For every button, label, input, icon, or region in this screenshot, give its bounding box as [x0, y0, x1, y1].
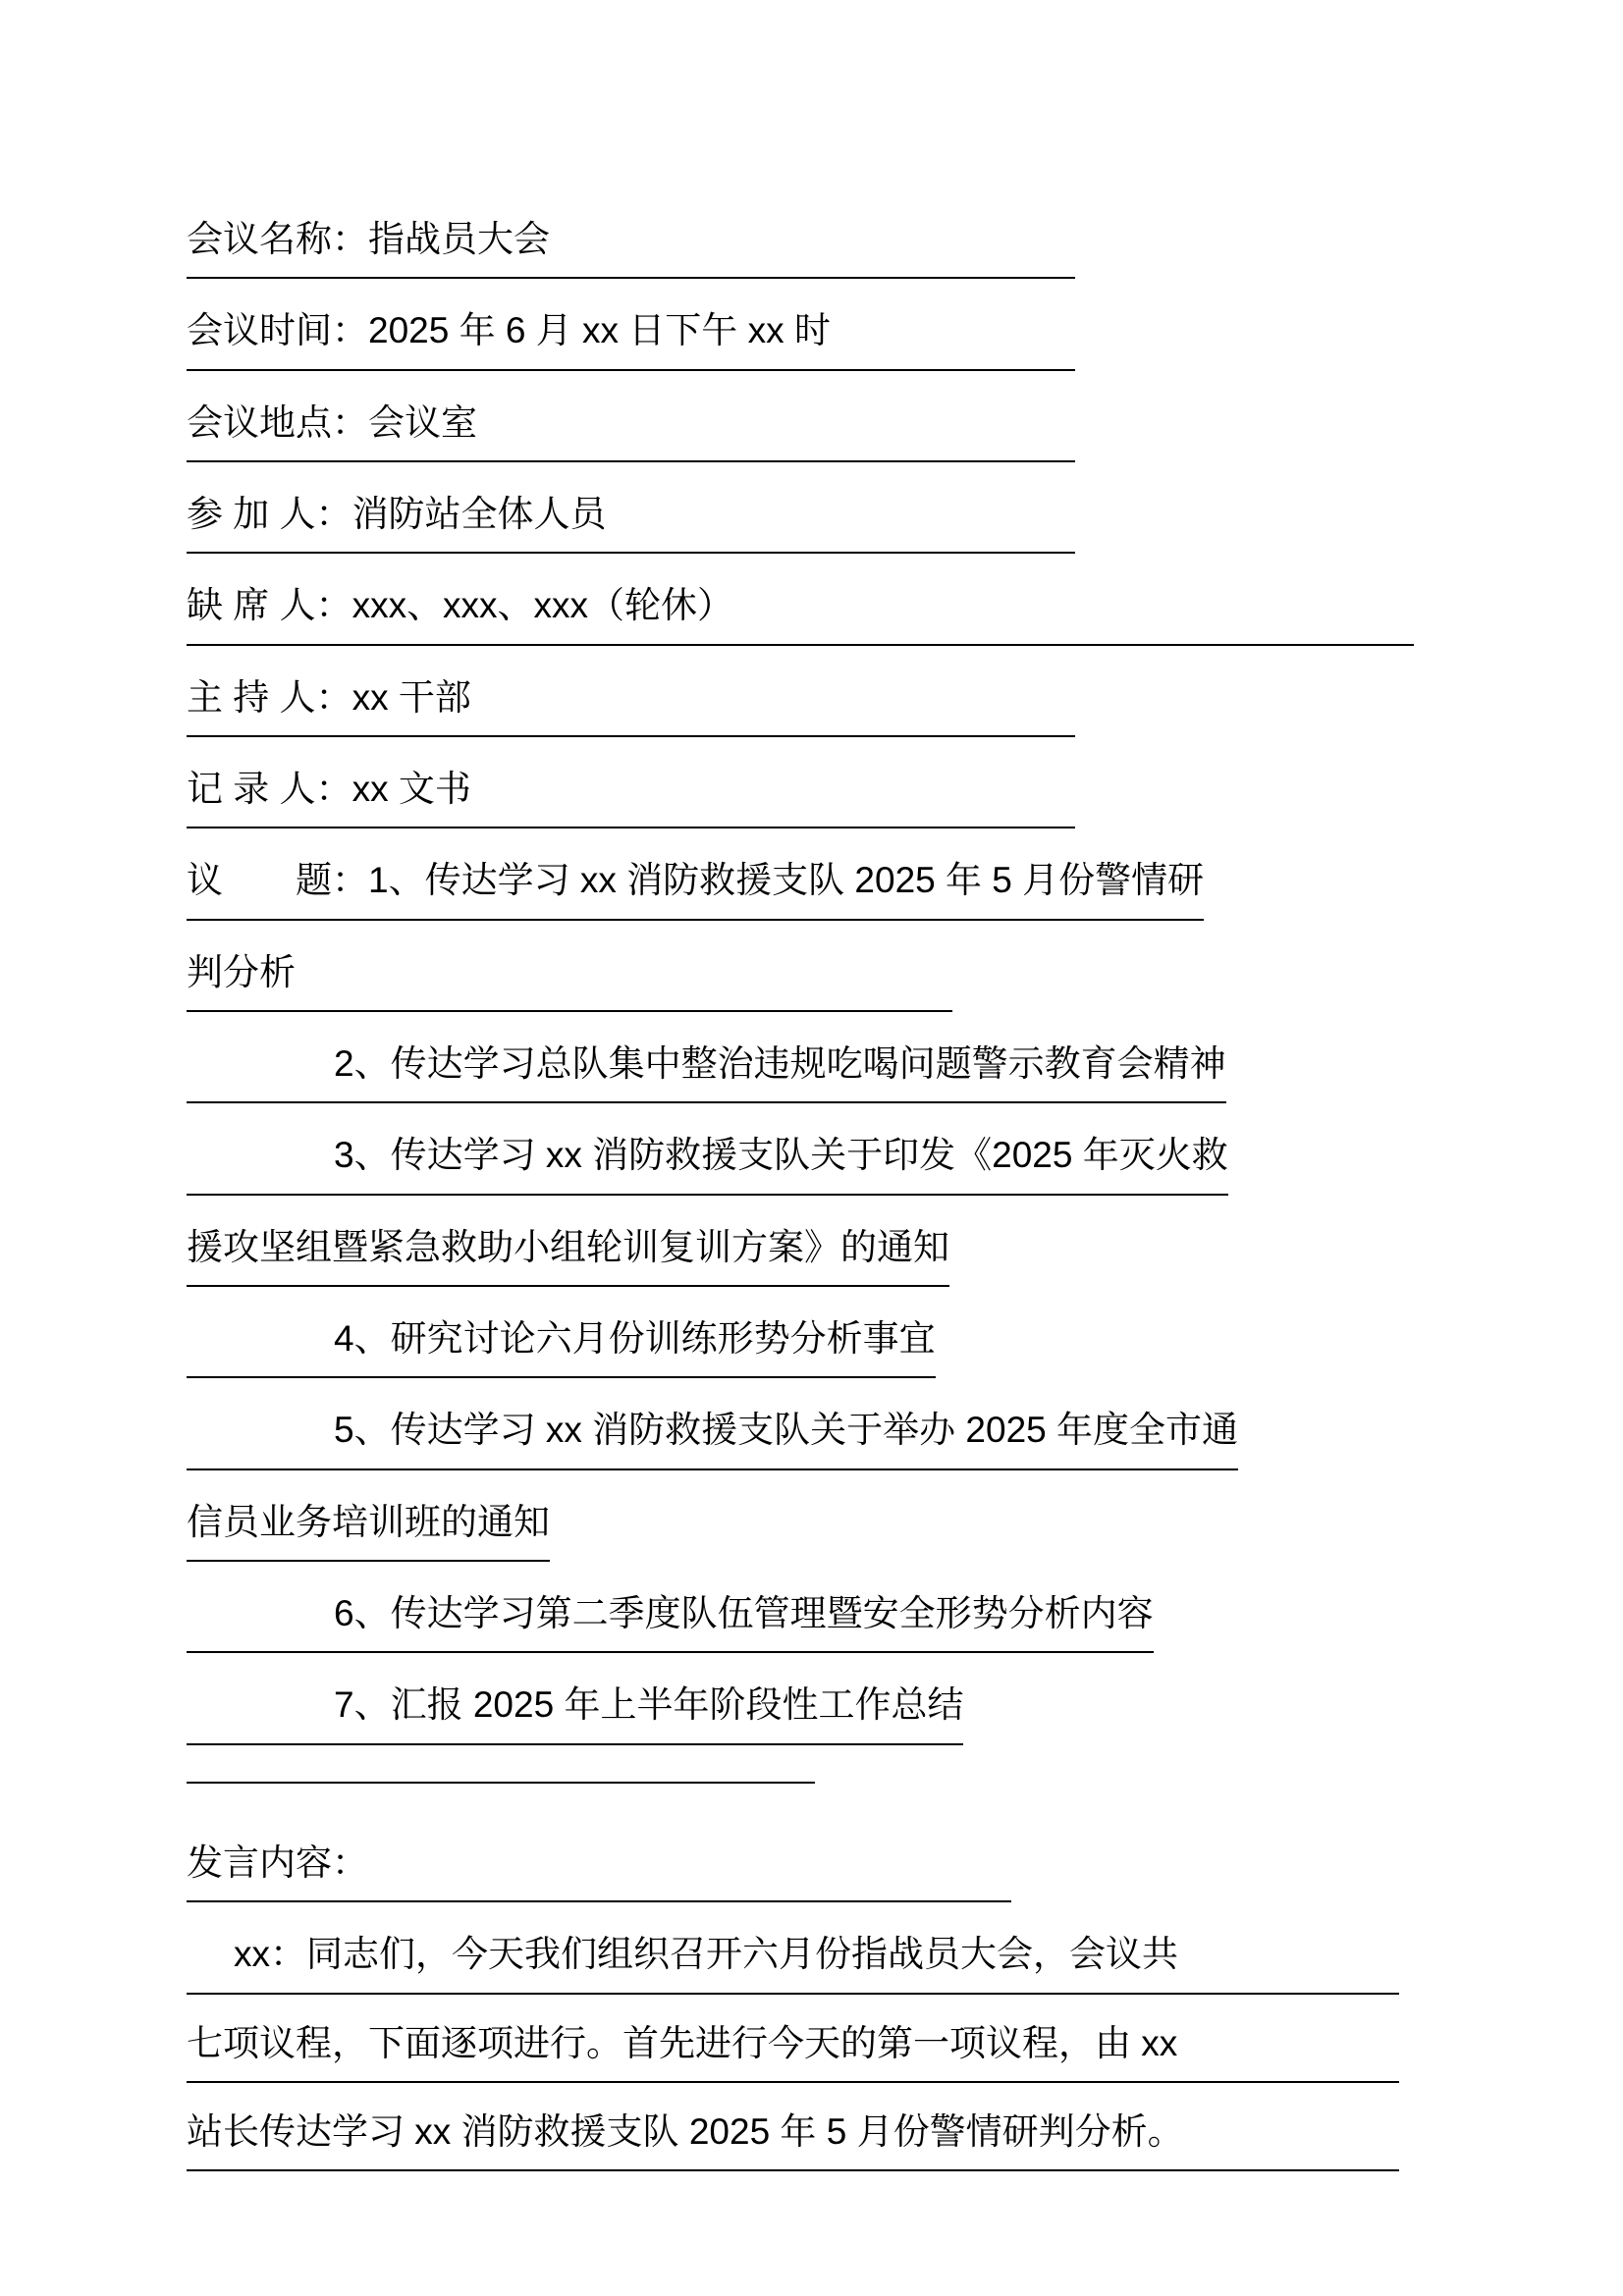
field-value-attendees: 消防站全体人员 — [352, 493, 607, 534]
speech-content-label-row — [187, 1830, 1476, 1902]
agenda-item-1-cont — [187, 939, 1476, 1012]
agenda-item-6 — [187, 1580, 1476, 1653]
agenda-item-5-text-cont: 信员业务培训班的通知 — [187, 1501, 550, 1542]
field-row-meeting-place — [187, 390, 1476, 462]
field-label-meeting-place: 会议地点： — [187, 401, 368, 443]
agenda-label: 议 题： — [187, 860, 368, 901]
blank-rule — [187, 1764, 1476, 1830]
agenda-item-7 — [187, 1672, 1476, 1744]
speech-paragraph-line-2 — [187, 2010, 1476, 2097]
field-label-recorder: 记 录 人： — [187, 768, 352, 809]
field-row-host — [187, 665, 1476, 737]
speech-text-3: 站长传达学习 xx 消防救援支队 2025 年 5 月份警情研判分析。 — [187, 2110, 1184, 2152]
speech-content-label: 发言内容： — [187, 1842, 368, 1883]
agenda-item-3-text-cont: 援攻坚组暨紧急救助小组轮训复训方案》的通知 — [187, 1226, 949, 1267]
field-label-host: 主 持 人： — [187, 676, 352, 718]
agenda-item-3-text: 3、传达学习 xx 消防救援支队关于印发《2025 年灭火救 — [334, 1135, 1228, 1176]
field-row-meeting-time — [187, 297, 1476, 370]
speech-text-2: 七项议程，下面逐项进行。首先进行今天的第一项议程，由 xx — [187, 2022, 1178, 2063]
field-row-meeting-name — [187, 206, 1476, 279]
agenda-item-1-first — [187, 847, 1476, 920]
agenda-item-3-cont — [187, 1214, 1476, 1287]
agenda-item-3-first — [187, 1122, 1476, 1195]
agenda-item-5-first — [187, 1397, 1476, 1469]
field-value-meeting-time: 2025 年 6 月 xx 日下午 xx 时 — [368, 310, 831, 351]
field-label-absentees: 缺 席 人： — [187, 585, 352, 626]
agenda-item-4 — [187, 1306, 1476, 1378]
agenda-item-2-text: 2、传达学习总队集中整治违规吃喝问题警示教育会精神 — [334, 1042, 1226, 1084]
speech-text-1: xx：同志们，今天我们组织召开六月份指战员大会，会议共 — [234, 1934, 1178, 1975]
agenda-item-1-text: 1、传达学习 xx 消防救援支队 2025 年 5 月份警情研 — [368, 860, 1205, 901]
agenda-item-2 — [187, 1031, 1476, 1103]
field-label-attendees: 参 加 人： — [187, 493, 352, 534]
agenda-item-6-text: 6、传达学习第二季度队伍管理暨安全形势分析内容 — [334, 1592, 1154, 1633]
field-label-meeting-name: 会议名称： — [187, 219, 368, 259]
field-value-recorder: xx 文书 — [352, 768, 471, 809]
field-value-host: xx 干部 — [352, 676, 471, 718]
field-row-absentees — [187, 572, 1476, 645]
speech-paragraph-line-1 — [187, 1921, 1476, 2007]
field-value-absentees: xxx、xxx、xxx（轮休） — [352, 585, 734, 626]
agenda-item-7-text: 7、汇报 2025 年上半年阶段性工作总结 — [334, 1684, 964, 1726]
field-row-recorder — [187, 756, 1476, 828]
field-label-meeting-time: 会议时间： — [187, 310, 368, 351]
agenda-item-5-text: 5、传达学习 xx 消防救援支队关于举办 2025 年度全市通 — [334, 1410, 1239, 1451]
speech-paragraph-line-3 — [187, 2099, 1476, 2185]
meeting-minutes-body — [187, 206, 1476, 2185]
agenda-item-5-cont — [187, 1489, 1476, 1562]
field-row-attendees — [187, 481, 1476, 554]
agenda-item-4-text: 4、研究讨论六月份训练形势分析事宜 — [334, 1317, 936, 1359]
field-value-meeting-place: 会议室 — [368, 401, 477, 443]
field-value-meeting-name: 指战员大会 — [368, 219, 550, 259]
agenda-item-1-text-cont: 判分析 — [187, 951, 296, 992]
